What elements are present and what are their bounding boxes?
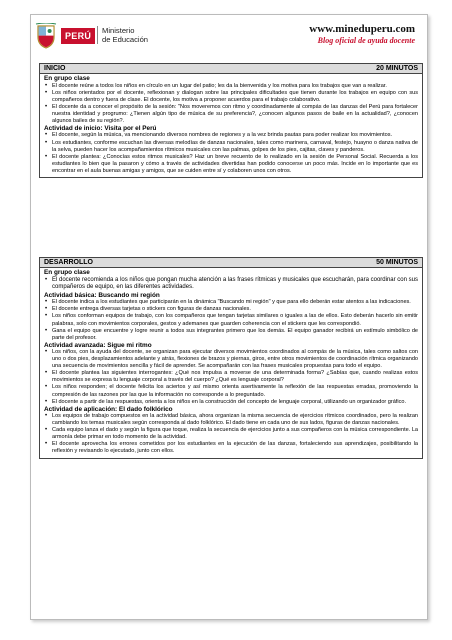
desarrollo-duration: 50 MINUTOS [376, 259, 418, 266]
list-item: • Gana el equipo que encuentre y logre reunir a todos sus integrantes primero que los demás. El equipo ganador recibirá un estímulo simbólico de parte del profesor. [52, 328, 418, 342]
list-item: • El docente a partir de las respuestas, orienta a los niños en la construcción del concepto de lenguaje corporal, utilizando un organizador gráfico. [52, 399, 418, 406]
list-item: • Los estudiantes, conforme escuchan las diversas melodías de danzas nacionales, tales como marinera, carnaval, festejo, huayno o danza nativa de la selva, pueden hacer los acompañamientos rítmicos musicales con las palmas, golpes de los pies, cajitas, claves y panderos. [52, 140, 418, 154]
desarrollo-activity3-title: Actividad de aplicación: El dado folklórico [44, 405, 173, 413]
inicio-group-label: En grupo clase [44, 75, 90, 82]
desarrollo-list-c [44, 349, 418, 405]
inicio-activity-title: Actividad de inicio: Visita por el Perú [44, 124, 157, 132]
desarrollo-group-label: En grupo clase [44, 269, 90, 276]
inicio-list-b [44, 132, 418, 174]
list-item: • Los niños conforman equipos de trabajo, con los compañeros que tengan tarjetas similares o iguales a las de ellos. Esto deberán hacerlo sin emitir palabras, solo con movimientos corporales, gestos y ademanes que guarden coherencia con el stickers que les correspondió. [52, 313, 418, 327]
list-item: • El docente plantea: ¿Conocías estos ritmos musicales? Haz un breve recuento de lo realizado en la sesión de Personal Social. Recuerda a los estudiantes lo bien que la pasaron y cómo a través de actividades divertidas han podido conocerse un poco más. Incide en lo importante que es encontrar en el aula buenas amigas y amigos, que se cuiden entre sí y colaboren unos con otros. [52, 154, 418, 175]
ministry-name [97, 26, 148, 44]
list-item: • Los niños orientados por el docente, reflexionan y dialogan sobre las principales dificultades que tienen durante los trabajos en equipo con sus compañeros dentro y fuera de clase. El docente, los motiva a proponer acuerdos para el trabajo colaborativo. [52, 90, 418, 104]
site-url: www.mineduperu.com [309, 23, 415, 35]
list-item: • El docente da a conocer el propósito de la sesión: "Nos moveremos con ritmo y coordinadamente al compás de las danzas del Perú para fortalecer nuestra identidad y progrumo: ¿Tienen algún tipo de música de su preferencia?, ¿conocen algunos pasos de baile en la actualidad?, ¿conocen algunos bailes de su región?. [52, 104, 418, 125]
list-item: • Cada equipo lanza el dado y según la figura que toque, realiza la secuencia de ejercicios junto a sus compañeros con la música correspondiente. La armonía debe primar en todo momento de la actividad. [52, 427, 418, 441]
inicio-title: INICIO [44, 65, 66, 72]
list-item: • El docente reúne a todos los niños en círculo en un lugar del patio; les da la bienvenida y los motiva para los trabajos que van a realizar. [52, 83, 418, 90]
desarrollo-activity1-title: Actividad básica: Buscando mi región [44, 291, 160, 299]
peru-logo-box: PERÚ [61, 28, 95, 44]
ministry-line-2: de Educación [102, 35, 149, 44]
desarrollo-list-a [44, 277, 418, 292]
list-item: • El docente entrega diversas tarjetas o stickers con figuras de danzas nacionales. [52, 306, 418, 313]
desarrollo-section [39, 257, 423, 459]
list-item: • El docente, según la música, va mencionando diversos nombres de regiones y a la vez brinda pautas para poder realizar los movimientos. [52, 132, 418, 139]
list-item: • El docente aprovecha los errores cometidos por los estudiantes en la ejecución de las danzas, fortaleciendo sus aprendizajes, posibilitando la reflexión y revisando lo ejecutado, junto con ellos. [52, 441, 418, 455]
list-item: • El docente recomienda a los niños que pongan mucha atención a las frases rítmicas y musicales que escucharán, para coordinar con sus compañeros de equipo, en las diferentes actividades. [52, 277, 418, 292]
desarrollo-header [40, 258, 422, 268]
inicio-list-a [44, 83, 418, 125]
desarrollo-list-b [44, 299, 418, 341]
list-item: • Los niños responden; el docente felicita los aciertos y así mismo orienta asertivamente la reflexión de las respuestas erradas, promoviendo la compresión de las razones por las que la información no corresponde a lo preguntado. [52, 384, 418, 398]
coat-of-arms-icon [35, 23, 57, 49]
list-item: • Los niños, con la ayuda del docente, se organizan para ejecutar diversos movimientos coordinados al compás de la música, tales como saltos con uno o dos pies, desplazamientos adelante y atrás, flexiones de brazos y piernas, giros, entre otros movimientos de coordinación rítmica organizando una secuencia de movimientos sencilla y fácil de aprender. Se acompañarán con las frases musicales propuestas para todo el equipo. [52, 349, 418, 370]
desarrollo-title: DESARROLLO [44, 259, 93, 266]
list-item: • Los equipos de trabajo compuestos en la actividad básica, ahora organizan la misma secuencia de ejercicios rítmicos coordinados, pero la realizan cambiando los temas musicales según corresponda al dado folklórico. El dado tiene en cada uno de sus lados, figuras de danzas nacionales. [52, 413, 418, 427]
site-tagline: Blog oficial de ayuda docente [317, 36, 415, 45]
list-item: • El docente indica a los estudiantes que participarán en la dinámica "Buscando mi región" y que para ello deberán estar atentos a las indicaciones. [52, 299, 418, 306]
desarrollo-body [40, 268, 422, 458]
document-page [30, 14, 428, 620]
inicio-body [40, 74, 422, 177]
page-header [31, 15, 427, 63]
inicio-header [40, 64, 422, 74]
inicio-duration: 20 MINUTOS [376, 65, 418, 72]
ministry-line-1: Ministerio [102, 26, 135, 35]
desarrollo-list-d [44, 413, 418, 455]
list-item: • El docente plantea las siguientes interrogantes: ¿Qué nos impulsa a moverse de una determinada forma? ¿Sabías que, cuando realizas estos movimientos se expresa tu lenguaje corporal a través del cuerpo? ¿Qué es lenguaje corporal? [52, 370, 418, 384]
inicio-section [39, 63, 423, 178]
desarrollo-activity2-title: Actividad avanzada: Sigue mi ritmo [44, 341, 152, 349]
